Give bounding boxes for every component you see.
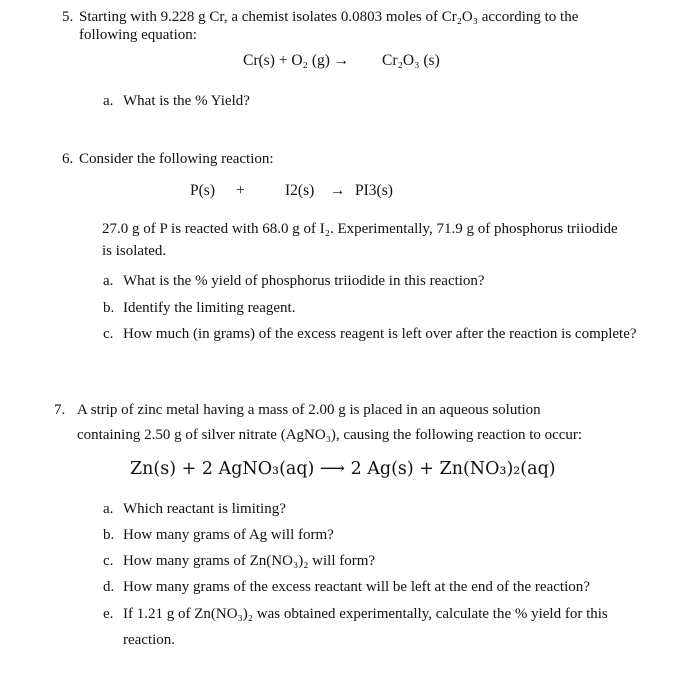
question-7-part-d-text: How many grams of the excess reactant will be left at the end of the reaction? xyxy=(123,579,590,595)
question-7-equation: Zn(s) + 2 AgNO₃(aq) ⟶ 2 Ag(s) + Zn(NO₃)₂(aq) xyxy=(130,459,556,479)
question-7-part-c-letter: c. xyxy=(103,553,114,569)
question-6-number: 6. xyxy=(62,151,74,167)
question-6-paragraph-line-2: is isolated. xyxy=(102,243,167,259)
question-5-equation-product: Cr₂O₃ (s) xyxy=(382,52,440,69)
question-7-part-e-letter: e. xyxy=(103,606,114,622)
question-6-equation-i2: I2(s) xyxy=(285,182,315,199)
question-7-part-a-letter: a. xyxy=(103,501,114,517)
question-6-equation-p: P(s) xyxy=(190,182,215,199)
question-7-part-e-continuation: reaction. xyxy=(123,632,176,648)
question-5-part-a-text: What is the % Yield? xyxy=(123,93,250,109)
question-7-part-b-text: How many grams of Ag will form? xyxy=(123,527,334,543)
question-7-number: 7. xyxy=(54,402,66,418)
question-7-line-1: A strip of zinc metal having a mass of 2.00 g is placed in an aqueous solution xyxy=(77,402,541,418)
question-6-part-a-letter: a. xyxy=(103,273,114,289)
question-6-part-a-text: What is the % yield of phosphorus triiodide in this reaction? xyxy=(123,273,485,289)
question-6-part-b-letter: b. xyxy=(103,300,115,316)
question-5-number: 5. xyxy=(62,9,74,25)
question-6-part-c-letter: c. xyxy=(103,326,114,342)
question-7-part-c-text: How many grams of Zn(NO₃)₂ will form? xyxy=(123,553,376,569)
question-7-part-d-letter: d. xyxy=(103,579,115,595)
question-7-line-2: containing 2.50 g of silver nitrate (AgNO₃), causing the following reaction to occur: xyxy=(77,427,583,443)
question-6-line-1: Consider the following reaction: xyxy=(79,151,274,167)
question-7-part-a-text: Which reactant is limiting? xyxy=(123,501,286,517)
question-5-line-2: following equation: xyxy=(79,27,197,43)
question-6-equation-arrow: → xyxy=(330,182,346,199)
question-6-part-c-text: How much (in grams) of the excess reagent is left over after the reaction is complete? xyxy=(123,326,637,342)
question-5-line-1: Starting with 9.228 g Cr, a chemist isolates 0.0803 moles of Cr₂O₃ according to the xyxy=(79,9,579,25)
question-6-equation-pi3: PI3(s) xyxy=(355,182,393,199)
question-6-part-b-text: Identify the limiting reagent. xyxy=(123,300,296,316)
question-6-equation-plus: + xyxy=(236,182,245,199)
question-7-part-b-letter: b. xyxy=(103,527,115,543)
question-7-part-e-text: If 1.21 g of Zn(NO₃)₂ was obtained experimentally, calculate the % yield for this xyxy=(123,606,608,622)
question-5-part-a-letter: a. xyxy=(103,93,114,109)
question-6-paragraph-line-1: 27.0 g of P is reacted with 68.0 g of I₂. Experimentally, 71.9 g of phosphorus triiodide xyxy=(102,221,618,237)
question-5-equation-reactants: Cr(s) + O₂ (g) → xyxy=(243,52,350,69)
